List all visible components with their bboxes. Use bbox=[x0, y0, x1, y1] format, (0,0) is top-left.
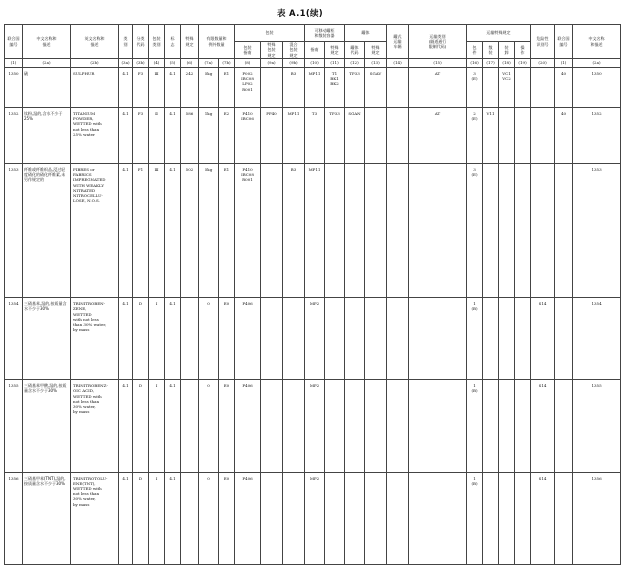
cell-tank-special: SGAV bbox=[365, 68, 387, 108]
cell-limited-quantity: 5kg bbox=[199, 164, 219, 298]
cell-special-provisions bbox=[181, 380, 199, 472]
header-special-provisions: 特殊 规定 bbox=[181, 25, 199, 59]
header-ts-bulk: 散 装 bbox=[483, 42, 499, 59]
cell-hazard-id bbox=[555, 298, 573, 380]
cell-ts-loading bbox=[515, 298, 531, 380]
cell-packing-instructions: P406 bbox=[235, 380, 261, 472]
cell-ts-operation bbox=[531, 108, 555, 164]
cell-transport-category bbox=[409, 298, 467, 380]
cell-excepted-quantity: E0 bbox=[219, 380, 235, 472]
cell-class-code: F3 bbox=[133, 108, 149, 164]
cell-labels: 4.1 bbox=[165, 68, 181, 108]
column-number: (7b) bbox=[219, 59, 235, 68]
cell-transport-category-code: 1 (B) bbox=[467, 472, 483, 564]
cell-cn-name: 钛粉,湿的,含水不少于25% bbox=[23, 108, 71, 164]
cell-mixed-packing: MP11 bbox=[283, 108, 305, 164]
cell-tank-special bbox=[365, 380, 387, 472]
header-packaging: 包装 bbox=[235, 25, 305, 42]
cell-transport-category-code: 1 (B) bbox=[467, 380, 483, 472]
cell-ts-operation: S14 bbox=[531, 380, 555, 472]
cell-portable-instructions: MP2 bbox=[305, 472, 325, 564]
column-number: (6) bbox=[181, 59, 199, 68]
table-row bbox=[5, 298, 621, 380]
header-un-no-right: 联合国 编号 bbox=[555, 25, 573, 59]
cell-ts-loading bbox=[515, 108, 531, 164]
cell-hazard-id: 40 bbox=[555, 68, 573, 108]
cell-tank-code: SGAN bbox=[345, 108, 365, 164]
column-number: (5) bbox=[165, 59, 181, 68]
header-limited-quantities: 有限数量和 例外数量 bbox=[199, 25, 235, 59]
cell-transport-category: AT bbox=[409, 68, 467, 108]
header-packing-group: 包装 类别 bbox=[149, 25, 165, 59]
header-transport-special: 运输特殊规定 bbox=[467, 25, 531, 42]
column-number: (13) bbox=[365, 59, 387, 68]
cell-class-code: D bbox=[133, 380, 149, 472]
header-un-no: 联合国 编号 bbox=[5, 25, 23, 59]
cell-en-name: SULPHUR bbox=[71, 68, 119, 108]
cell-transport-category-code: 3 (E) bbox=[467, 164, 483, 298]
header-ts-packages: 包 件 bbox=[467, 42, 483, 59]
cell-class-code: D bbox=[133, 472, 149, 564]
header-transport-category: 运输类别 (隧道通行 限制代码) bbox=[409, 25, 467, 59]
cell-special-packing bbox=[261, 68, 283, 108]
cell-labels: 4.1 bbox=[165, 380, 181, 472]
column-number: (1) bbox=[5, 59, 23, 68]
cell-packing-group: Ⅰ bbox=[149, 380, 165, 472]
cell-excepted-quantity: E0 bbox=[219, 298, 235, 380]
cell-ts-packages bbox=[483, 380, 499, 472]
cell-ts-operation bbox=[531, 164, 555, 298]
cell-excepted-quantity: E1 bbox=[219, 164, 235, 298]
header-en-name: 英文名称和 描述 bbox=[71, 25, 119, 59]
header-portable-tanks: 可移动罐柜 和散装容器 bbox=[305, 25, 345, 42]
table-row bbox=[5, 164, 621, 298]
header-ts-operation: 操 作 bbox=[515, 42, 531, 59]
cell-ts-packages bbox=[483, 472, 499, 564]
cell-labels: 4.1 bbox=[165, 164, 181, 298]
column-number: (4) bbox=[149, 59, 165, 68]
cell-special-packing bbox=[261, 298, 283, 380]
cell-ts-packages bbox=[483, 298, 499, 380]
cell-packing-instructions: P002 IBC08 LP02 R001 bbox=[235, 68, 261, 108]
cell-special-provisions: 242 bbox=[181, 68, 199, 108]
cell-en-name: TRINITROBEN- ZENE, WETTED with not less than 30% water, by mass bbox=[71, 298, 119, 380]
cell-en-name: FIBRES or FABRICS IMPREGNATED WITH WEAKLY NITRATED NITROCELLU- LOSE, N.O.S. bbox=[71, 164, 119, 298]
cell-special-provisions: 502 bbox=[181, 164, 199, 298]
cell-portable-instructions: MP11 bbox=[305, 68, 325, 108]
cell-portable-instructions: MP11 bbox=[305, 164, 325, 298]
column-number: (17) bbox=[483, 59, 499, 68]
cell-class-code: F3 bbox=[133, 68, 149, 108]
cell-class-code: F1 bbox=[133, 164, 149, 298]
header-tank-special: 特殊 规定 bbox=[365, 42, 387, 59]
cell-limited-quantity: 1kg bbox=[199, 108, 219, 164]
cell-class: 4.1 bbox=[119, 380, 133, 472]
header-cn-name: 中文名称和 描述 bbox=[23, 25, 71, 59]
header-mixed-packing: 混合 包装 规定 bbox=[283, 42, 305, 59]
cell-limited-quantity: 0 bbox=[199, 298, 219, 380]
cell-un-no-right: 1354 bbox=[573, 298, 621, 380]
cell-labels: 4.1 bbox=[165, 298, 181, 380]
cell-un-no: 1355 bbox=[5, 380, 23, 472]
table-title: 表 A.1(续) bbox=[276, 9, 323, 19]
cell-vehicle bbox=[387, 380, 409, 472]
cell-en-name: TRINITROTOLU- ENE(TNT), WETTED with not less than 30% water, by mass bbox=[71, 472, 119, 564]
cell-ts-bulk bbox=[499, 380, 515, 472]
cell-ts-loading bbox=[515, 380, 531, 472]
header-portable-instructions: 指南 bbox=[305, 42, 325, 59]
cell-en-name: TITANIUM POWDER, WETTED with not less than 25% water bbox=[71, 108, 119, 164]
cell-un-no: 1350 bbox=[5, 68, 23, 108]
cell-ts-loading bbox=[515, 164, 531, 298]
cell-packing-group: Ⅰ bbox=[149, 472, 165, 564]
cell-ts-loading bbox=[515, 68, 531, 108]
cell-vehicle bbox=[387, 298, 409, 380]
cell-ts-bulk bbox=[499, 298, 515, 380]
cell-class: 4.1 bbox=[119, 164, 133, 298]
cell-tank-code: TP33 bbox=[345, 68, 365, 108]
column-number: (2b) bbox=[71, 59, 119, 68]
table-row bbox=[5, 380, 621, 472]
cell-ts-bulk bbox=[499, 164, 515, 298]
cell-transport-category-code: 1 (B) bbox=[467, 298, 483, 380]
cell-special-packing bbox=[261, 380, 283, 472]
header-vehicle: 罐式 运输 车辆 bbox=[387, 25, 409, 59]
table-row bbox=[5, 472, 621, 564]
cell-transport-category-code: 3 (E) bbox=[467, 68, 483, 108]
cell-class: 4.1 bbox=[119, 108, 133, 164]
cell-un-no: 1353 bbox=[5, 164, 23, 298]
cell-hazard-id bbox=[555, 472, 573, 564]
header-hazard-id: 危险性 识别号 bbox=[531, 25, 555, 59]
dangerous-goods-table bbox=[4, 24, 621, 565]
header-cn-name-right: 中文名称 和描述 bbox=[573, 25, 621, 59]
cell-tank-special bbox=[365, 298, 387, 380]
cell-packing-instructions: P406 bbox=[235, 298, 261, 380]
column-number: (18) bbox=[499, 59, 515, 68]
cell-class: 4.1 bbox=[119, 298, 133, 380]
cell-portable-special bbox=[325, 298, 345, 380]
cell-portable-special bbox=[325, 164, 345, 298]
cell-packing-group: Ⅱ bbox=[149, 108, 165, 164]
column-number: (3a) bbox=[119, 59, 133, 68]
cell-tank-special bbox=[365, 108, 387, 164]
cell-class: 4.1 bbox=[119, 472, 133, 564]
cell-portable-instructions: MP2 bbox=[305, 380, 325, 472]
cell-limited-quantity: 0 bbox=[199, 472, 219, 564]
cell-portable-special bbox=[325, 380, 345, 472]
column-number: (9b) bbox=[283, 59, 305, 68]
cell-ts-loading bbox=[515, 472, 531, 564]
cell-un-no: 1354 bbox=[5, 298, 23, 380]
header-ts-loading: 装 卸 bbox=[499, 42, 515, 59]
cell-portable-instructions: MP2 bbox=[305, 298, 325, 380]
cell-tank-code bbox=[345, 298, 365, 380]
cell-cn-name: 三硝基苯,湿的,按质量含水不少于30% bbox=[23, 298, 71, 380]
header-class: 类 别 bbox=[119, 25, 133, 59]
cell-vehicle bbox=[387, 108, 409, 164]
cell-excepted-quantity: E0 bbox=[219, 472, 235, 564]
cell-ts-bulk bbox=[499, 472, 515, 564]
table-row bbox=[5, 68, 621, 108]
cell-portable-special bbox=[325, 472, 345, 564]
cell-ts-packages bbox=[483, 164, 499, 298]
cell-vehicle bbox=[387, 68, 409, 108]
cell-packing-group: Ⅲ bbox=[149, 164, 165, 298]
column-number: (20) bbox=[531, 59, 555, 68]
cell-transport-category-code: 2 (E) bbox=[467, 108, 483, 164]
cell-hazard-id: 40 bbox=[555, 108, 573, 164]
cell-mixed-packing bbox=[283, 472, 305, 564]
cell-un-no-right: 1356 bbox=[573, 472, 621, 564]
cell-tank-special bbox=[365, 472, 387, 564]
cell-mixed-packing bbox=[283, 298, 305, 380]
column-number: (7a) bbox=[199, 59, 219, 68]
table-row bbox=[5, 108, 621, 164]
cell-cn-name: 三硝基甲苯(TNT),湿的,按质量含水不少于30% bbox=[23, 472, 71, 564]
column-number: (10) bbox=[305, 59, 325, 68]
cell-ts-packages: V11 bbox=[483, 108, 499, 164]
cell-limited-quantity: 5kg bbox=[199, 68, 219, 108]
cell-special-packing bbox=[261, 472, 283, 564]
cell-hazard-id bbox=[555, 164, 573, 298]
cell-excepted-quantity: E1 bbox=[219, 68, 235, 108]
cell-labels: 4.1 bbox=[165, 108, 181, 164]
cell-special-provisions bbox=[181, 472, 199, 564]
cell-hazard-id bbox=[555, 380, 573, 472]
cell-packing-instructions: P410 IBC08 R001 bbox=[235, 164, 261, 298]
cell-labels: 4.1 bbox=[165, 472, 181, 564]
column-number: (2a) bbox=[23, 59, 71, 68]
column-number: (1) bbox=[555, 59, 573, 68]
header-labels: 标 志 bbox=[165, 25, 181, 59]
header-packing-instructions: 包装 指南 bbox=[235, 42, 261, 59]
cell-cn-name: 硫 bbox=[23, 68, 71, 108]
cell-packing-instructions: P406 bbox=[235, 472, 261, 564]
cell-vehicle bbox=[387, 164, 409, 298]
column-number: (8) bbox=[235, 59, 261, 68]
cell-tank-code bbox=[345, 472, 365, 564]
header-portable-special: 特殊 规定 bbox=[325, 42, 345, 59]
cell-portable-special: TP33 bbox=[325, 108, 345, 164]
cell-class: 4.1 bbox=[119, 68, 133, 108]
cell-tank-code bbox=[345, 380, 365, 472]
cell-cn-name: 纤维或纤维织品,浸过轻度硝化的硝化纤维素,未另作规定的 bbox=[23, 164, 71, 298]
header-special-packing: 特殊 包装 规定 bbox=[261, 42, 283, 59]
cell-packing-instructions: P410 IBC06 bbox=[235, 108, 261, 164]
column-number: (11) bbox=[325, 59, 345, 68]
cell-ts-operation: S14 bbox=[531, 472, 555, 564]
cell-ts-operation bbox=[531, 68, 555, 108]
cell-ts-bulk: VC1 VC2 bbox=[499, 68, 515, 108]
column-number: (12) bbox=[345, 59, 365, 68]
header-tanks: 罐体 bbox=[345, 25, 387, 42]
cell-transport-category bbox=[409, 472, 467, 564]
header-tank-code: 罐体 代码 bbox=[345, 42, 365, 59]
cell-portable-special: T1 BK1 BK2 bbox=[325, 68, 345, 108]
cell-transport-category bbox=[409, 380, 467, 472]
cell-special-packing: PP40 bbox=[261, 108, 283, 164]
cell-un-no-right: 1350 bbox=[573, 68, 621, 108]
cell-un-no-right: 1353 bbox=[573, 164, 621, 298]
cell-vehicle bbox=[387, 472, 409, 564]
cell-un-no: 1352 bbox=[5, 108, 23, 164]
cell-ts-packages bbox=[483, 68, 499, 108]
cell-cn-name: 三硝基苯甲酸,湿的,按质量含水不少于30% bbox=[23, 380, 71, 472]
cell-un-no: 1356 bbox=[5, 472, 23, 564]
cell-special-packing bbox=[261, 164, 283, 298]
cell-packing-group: Ⅰ bbox=[149, 298, 165, 380]
cell-excepted-quantity: E2 bbox=[219, 108, 235, 164]
column-number: (16) bbox=[467, 59, 483, 68]
column-number: (14) bbox=[387, 59, 409, 68]
cell-mixed-packing bbox=[283, 380, 305, 472]
cell-mixed-packing: B3 bbox=[283, 164, 305, 298]
cell-un-no-right: 1352 bbox=[573, 108, 621, 164]
cell-transport-category bbox=[409, 164, 467, 298]
cell-limited-quantity: 0 bbox=[199, 380, 219, 472]
column-number: (3b) bbox=[133, 59, 149, 68]
cell-ts-operation: S14 bbox=[531, 298, 555, 380]
cell-transport-category: AT bbox=[409, 108, 467, 164]
cell-mixed-packing: B3 bbox=[283, 68, 305, 108]
cell-tank-code bbox=[345, 164, 365, 298]
cell-ts-bulk bbox=[499, 108, 515, 164]
cell-packing-group: Ⅲ bbox=[149, 68, 165, 108]
column-number: (9a) bbox=[261, 59, 283, 68]
cell-class-code: D bbox=[133, 298, 149, 380]
cell-tank-special bbox=[365, 164, 387, 298]
cell-un-no-right: 1355 bbox=[573, 380, 621, 472]
column-number: (2a) bbox=[573, 59, 621, 68]
cell-portable-instructions: T3 bbox=[305, 108, 325, 164]
cell-en-name: TRINITROBENZ- OIC ACID, WETTED with not less than 30% water, by mass bbox=[71, 380, 119, 472]
column-number: (15) bbox=[409, 59, 467, 68]
header-class-code: 分类 代码 bbox=[133, 25, 149, 59]
cell-special-provisions: 586 bbox=[181, 108, 199, 164]
cell-special-provisions bbox=[181, 298, 199, 380]
column-number: (19) bbox=[515, 59, 531, 68]
column-number-row bbox=[5, 59, 621, 68]
